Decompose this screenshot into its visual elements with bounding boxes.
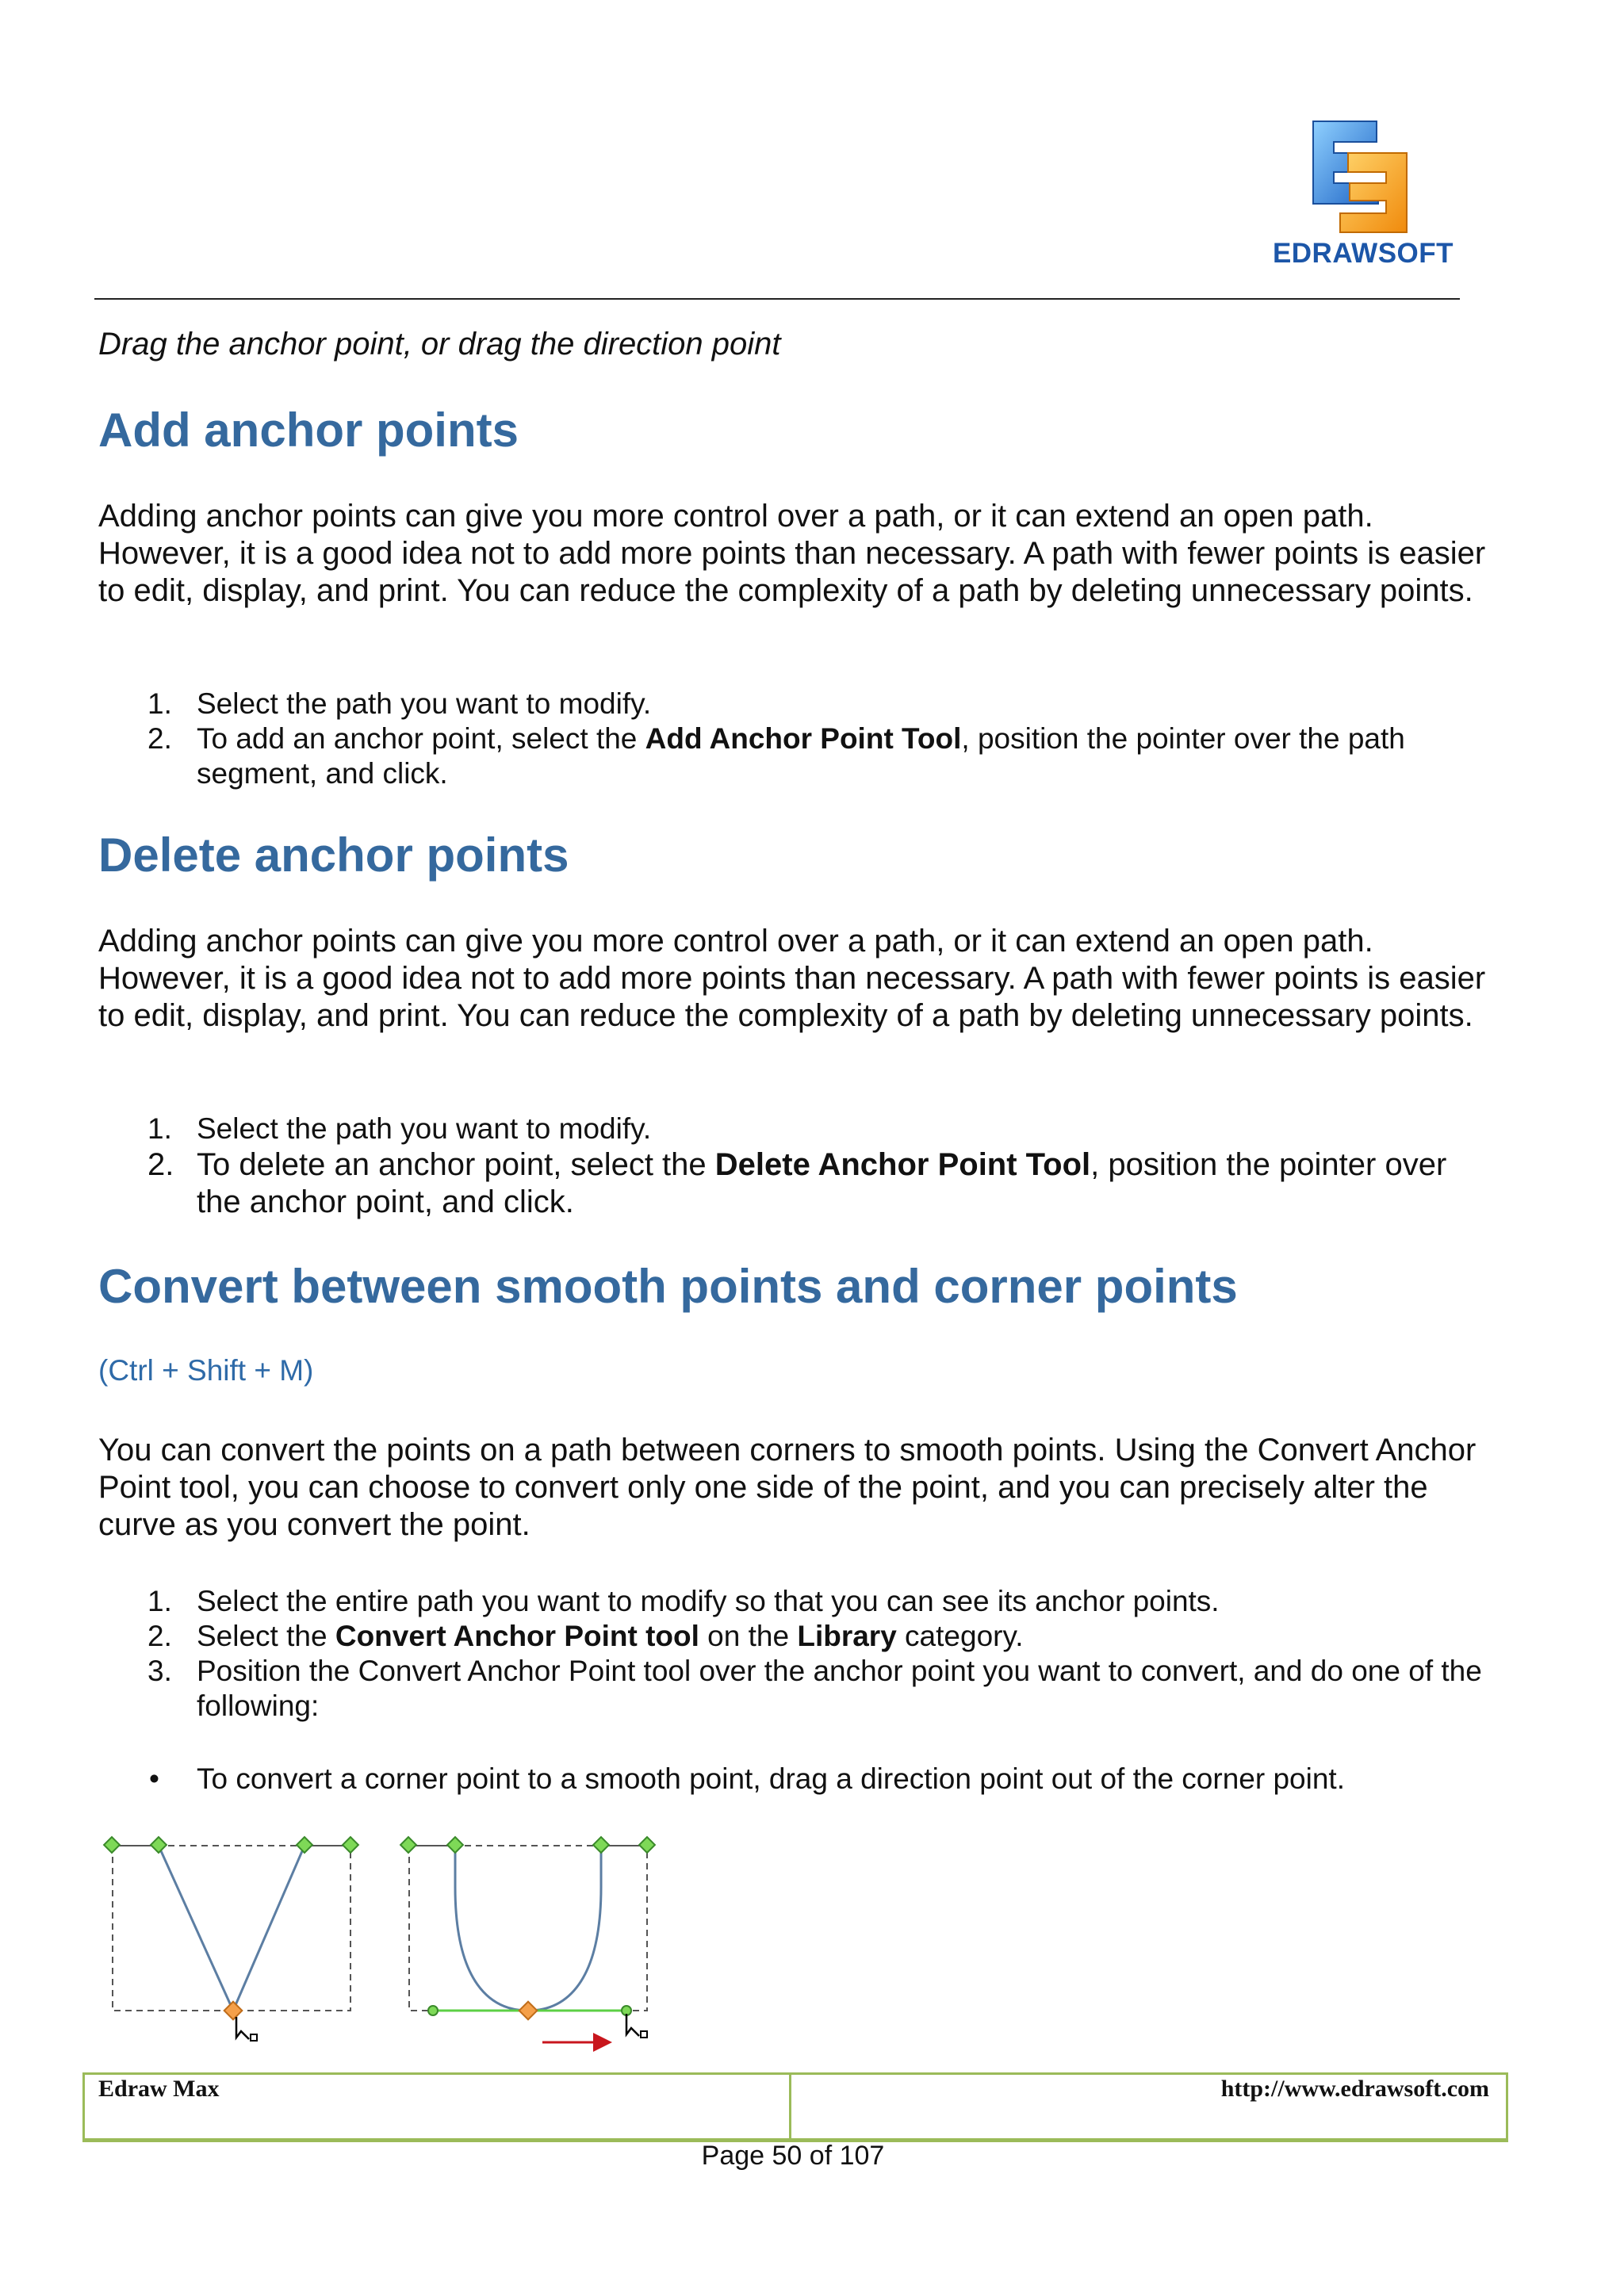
illustration-smooth-point bbox=[395, 1823, 680, 2065]
heading-add-anchor-points: Add anchor points bbox=[98, 404, 519, 457]
list-item: 2. To add an anchor point, select the Add Anchor Point Tool, position the pointer over the path segment, and click. bbox=[147, 722, 1405, 790]
heading-delete-anchor-points: Delete anchor points bbox=[98, 828, 569, 882]
illustration-corner-point bbox=[98, 1823, 368, 2049]
header-rule bbox=[94, 298, 1460, 300]
logo-text: EDRAWSOFT bbox=[1272, 238, 1454, 269]
paragraph-add: Adding anchor points can give you more control over a path, or it can extend an open path. However, it is a good idea not to add more points than necessary. A path with fewer points is easier to edit, display, and print. You can reduce the complexity of a path by deleting unnecessary points. bbox=[98, 499, 1486, 608]
steps-delete bbox=[98, 1112, 1494, 1221]
footer-title: Edraw Max bbox=[98, 2076, 220, 2102]
list-item: 2. To delete an anchor point, select the Delete Anchor Point Tool, position the pointer over the anchor point, and click. bbox=[147, 1147, 1447, 1219]
footer-divider bbox=[789, 2072, 791, 2139]
steps-add bbox=[98, 687, 1494, 791]
heading-convert-points: Convert between smooth points and corner points bbox=[98, 1260, 1238, 1313]
list-item: 1. Select the path you want to modify. bbox=[147, 687, 652, 720]
bullet-item: • To convert a corner point to a smooth point, drag a direction point out of the corner point. bbox=[149, 1762, 1345, 1795]
page-number: Page 50 of 107 bbox=[701, 2141, 885, 2171]
paragraph-convert: You can convert the points on a path between corners to smooth points. Using the Convert Anchor Point tool, you can choose to convert only one side of the point, and you can precisely alter the curve as you convert the point. bbox=[98, 1433, 1477, 1542]
paragraph-delete: Adding anchor points can give you more control over a path, or it can extend an open path. However, it is a good idea not to add more points than necessary. A path with fewer points is easier to edit, display, and print. You can reduce the complexity of a path by deleting unnecessary points. bbox=[98, 924, 1486, 1033]
list-item: 1. Select the entire path you want to modify so that you can see its anchor points. bbox=[147, 1585, 1220, 1617]
list-item: 1. Select the path you want to modify. bbox=[147, 1112, 652, 1145]
list-item: 3. Position the Convert Anchor Point tool over the anchor point you want to convert, and do one of the following: bbox=[147, 1655, 1482, 1722]
bullet-icon: • bbox=[149, 1762, 159, 1795]
list-item: 2. Select the Convert Anchor Point tool on the Library category. bbox=[147, 1620, 1024, 1652]
shortcut-text: (Ctrl + Shift + M) bbox=[98, 1354, 314, 1387]
footer-url[interactable]: http://www.edrawsoft.com bbox=[1220, 2076, 1489, 2102]
steps-convert bbox=[98, 1584, 1494, 1724]
intro-line: Drag the anchor point, or drag the direction point bbox=[98, 327, 781, 362]
